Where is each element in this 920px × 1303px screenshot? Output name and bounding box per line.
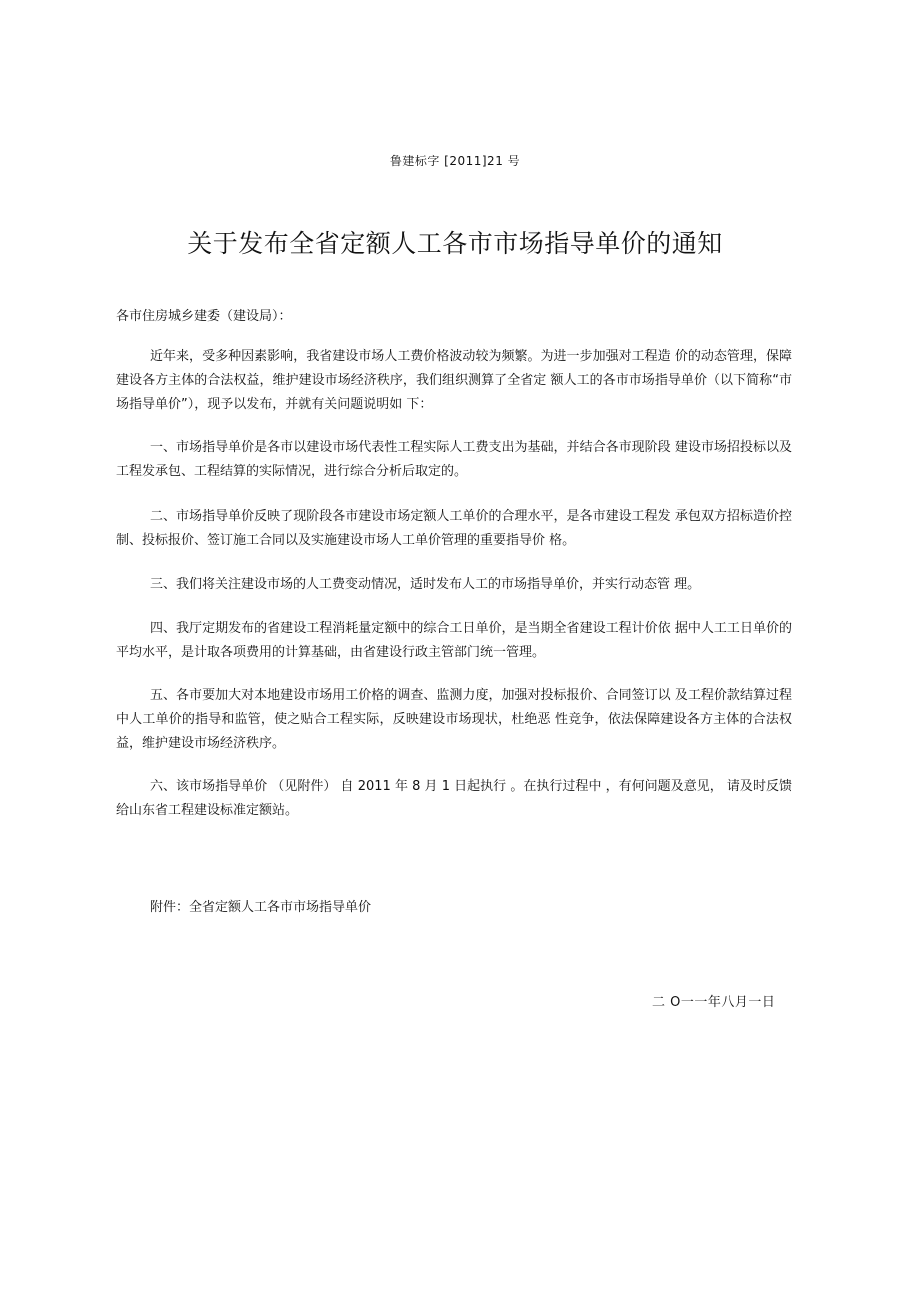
paragraph-item-5: 五、各市要加大对本地建设市场用工价格的调查、监测力度，加强对投标报价、合同签订以 及工程价款结算过程中人工单价的指导和监管，使之贴合工程实际，反映建设市场现状，杜绝恶 性竞争，依法保障建设各方主体的合法权益，维护建设市场经济秩序。 — [116, 688, 792, 751]
paragraph-intro: 近年来，受多种因素影响，我省建设市场人工费价格波动较为频繁。为进一步加强对工程造 价的动态管理，保障建设各方主体的合法权益，维护建设市场经济秩序，我们组织测算了全省定 额人工的各市市场指导单价（以下简称“市场指导单价”），现予以发布，并就有关问题说明如 下： — [116, 349, 792, 412]
paragraph-item-1: 一、市场指导单价是各市以建设市场代表性工程实际人工费支出为基础，并结合各市现阶段 建设市场招投标以及工程发承包、工程结算的实际情况，进行综合分析后取定的。 — [116, 440, 792, 479]
paragraph-item-4: 四、我厅定期发布的省建设工程消耗量定额中的综合工日单价，是当期全省建设工程计价依 据中人工工日单价的平均水平，是计取各项费用的计算基础，由省建设行政主管部门统一管理。 — [116, 621, 792, 660]
document-title: 关于发布全省定额人工各市市场指导单价的通知 — [187, 229, 723, 258]
paragraph-item-2: 二、市场指导单价反映了现阶段各市建设市场定额人工单价的合理水平，是各市建设工程发 承包双方招标造价控制、投标报价、签订施工合同以及实施建设市场人工单价管理的重要指导价 格。 — [116, 509, 792, 548]
paragraph-item-3: 三、我们将关注建设市场的人工费变动情况，适时发布人工的市场指导单价，并实行动态管 理。 — [150, 577, 701, 592]
salutation: 各市住房城乡建委（建设局）： — [116, 309, 292, 324]
attachment-note: 附件：全省定额人工各市市场指导单价 — [150, 900, 372, 915]
paragraph-item-6: 六、该市场指导单价 （见附件） 自 2011 年 8 月 1 日起执行 。在执行过程中 ，有何问题及意见， 请及时反馈给山东省工程建设标准定额站。 — [116, 779, 792, 818]
issue-date: 二 O一一年八月一日 — [652, 995, 776, 1010]
document-number: 鲁建标字 [2011]21 号 — [389, 154, 521, 168]
